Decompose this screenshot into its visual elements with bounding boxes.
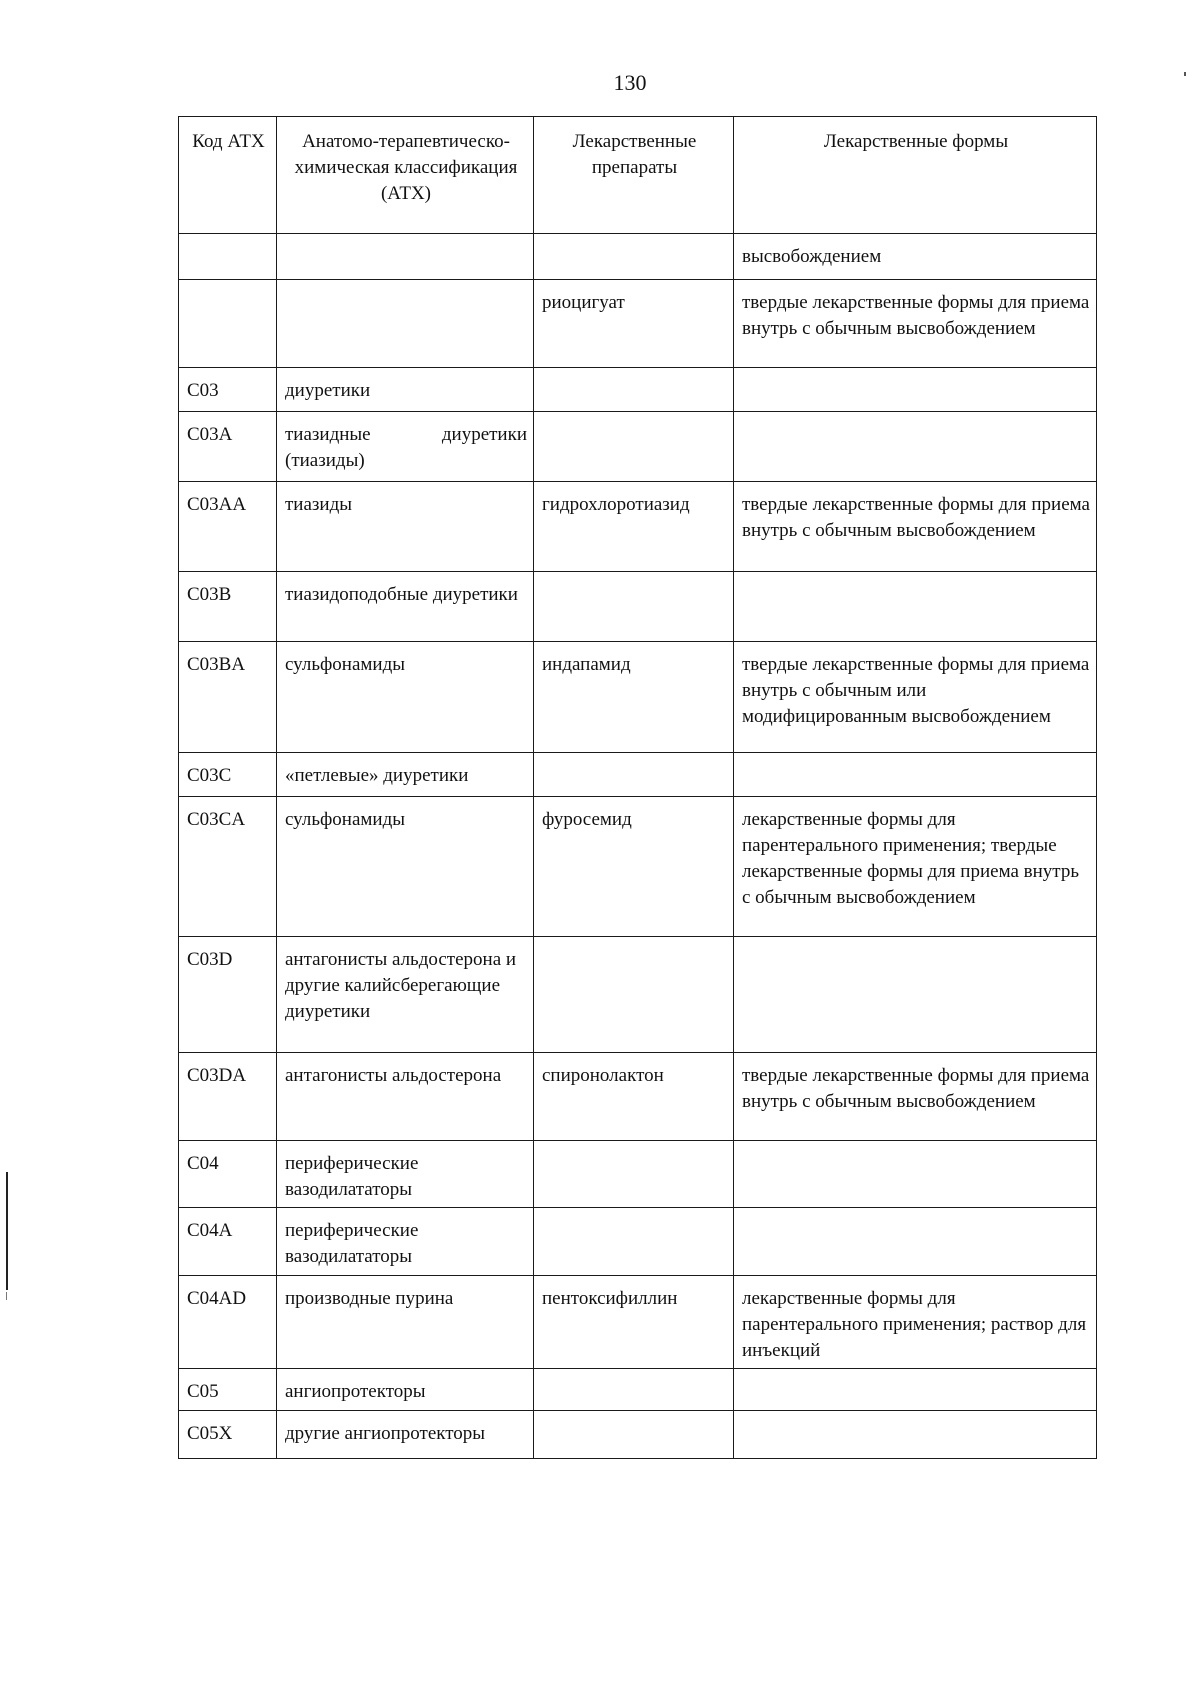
cell-drug: спиронолактон	[534, 1053, 734, 1141]
cell-drug	[534, 1208, 734, 1276]
cell-code: C03D	[179, 937, 277, 1053]
cell-form: твердые лекарственные формы для приема внутрь с обычным или модифицированным высвобождением	[734, 642, 1097, 753]
cell-code: C03	[179, 368, 277, 412]
cell-drug: риоцигуат	[534, 280, 734, 368]
cell-drug	[534, 753, 734, 797]
cell-code: C05	[179, 1369, 277, 1411]
cell-class: периферические вазодилататоры	[277, 1141, 534, 1208]
cell-drug	[534, 572, 734, 642]
cell-form	[734, 937, 1097, 1053]
cell-code: C04	[179, 1141, 277, 1208]
cell-drug	[534, 1411, 734, 1459]
cell-drug: пентоксифиллин	[534, 1276, 734, 1369]
atx-table	[178, 116, 1097, 1459]
table-row	[179, 797, 1097, 937]
cell-drug	[534, 412, 734, 482]
table-row	[179, 1053, 1097, 1141]
scan-margin-dot	[6, 1292, 7, 1300]
cell-form	[734, 753, 1097, 797]
cell-form: твердые лекарственные формы для приема внутрь с обычным высвобождением	[734, 482, 1097, 572]
cell-class: сульфонамиды	[277, 797, 534, 937]
cell-code: C03DA	[179, 1053, 277, 1141]
cell-class: другие ангиопротекторы	[277, 1411, 534, 1459]
cell-form: лекарственные формы для парентерального применения; твердые лекарственные формы для приема внутрь с обычным высвобождением	[734, 797, 1097, 937]
header-drugs: Лекарственные препараты	[534, 117, 734, 234]
cell-class: антагонисты альдостерона	[277, 1053, 534, 1141]
table-row	[179, 937, 1097, 1053]
cell-drug	[534, 234, 734, 280]
table-row	[179, 1141, 1097, 1208]
cell-code: C04A	[179, 1208, 277, 1276]
cell-drug	[534, 1369, 734, 1411]
cell-form: лекарственные формы для парентерального применения; раствор для инъекций	[734, 1276, 1097, 1369]
table-row	[179, 368, 1097, 412]
cell-class: диуретики	[277, 368, 534, 412]
scan-margin-line	[6, 1172, 8, 1290]
cell-class: тиазиды	[277, 482, 534, 572]
cell-code	[179, 234, 277, 280]
table-row	[179, 482, 1097, 572]
cell-code: C03BA	[179, 642, 277, 753]
header-code: Код АТХ	[179, 117, 277, 234]
cell-code: C03A	[179, 412, 277, 482]
cell-class: тиазидоподобные диуретики	[277, 572, 534, 642]
table-row	[179, 572, 1097, 642]
cell-class: «петлевые» диуретики	[277, 753, 534, 797]
cell-code: C04AD	[179, 1276, 277, 1369]
cell-class: сульфонамиды	[277, 642, 534, 753]
cell-form	[734, 1208, 1097, 1276]
cell-drug	[534, 368, 734, 412]
header-forms: Лекарственные формы	[734, 117, 1097, 234]
table-body	[179, 234, 1097, 1459]
cell-code: C05X	[179, 1411, 277, 1459]
table-row	[179, 280, 1097, 368]
cell-form: твердые лекарственные формы для приема внутрь с обычным высвобождением	[734, 280, 1097, 368]
cell-form	[734, 1141, 1097, 1208]
cell-drug	[534, 1141, 734, 1208]
table-row	[179, 1208, 1097, 1276]
table-row	[179, 1411, 1097, 1459]
cell-code: C03C	[179, 753, 277, 797]
cell-class	[277, 280, 534, 368]
cell-form	[734, 368, 1097, 412]
cell-class	[277, 234, 534, 280]
cell-form: высвобождением	[734, 234, 1097, 280]
cell-form	[734, 572, 1097, 642]
cell-drug: фуросемид	[534, 797, 734, 937]
page-number: 130	[613, 70, 647, 95]
cell-class: периферические вазодилататоры	[277, 1208, 534, 1276]
cell-code: C03CA	[179, 797, 277, 937]
cell-code	[179, 280, 277, 368]
cell-form	[734, 412, 1097, 482]
cell-code: C03AA	[179, 482, 277, 572]
scan-mark	[1184, 72, 1186, 76]
cell-class: тиазидные диуретики (тиазиды)	[277, 412, 534, 482]
cell-form	[734, 1411, 1097, 1459]
header-classification: Анатомо-терапевтическо-химическая классификация (АТХ)	[277, 117, 534, 234]
table-row	[179, 642, 1097, 753]
cell-drug: индапамид	[534, 642, 734, 753]
cell-drug	[534, 937, 734, 1053]
table-row	[179, 753, 1097, 797]
cell-class: антагонисты альдостерона и другие калийсберегающие диуретики	[277, 937, 534, 1053]
table-row	[179, 1369, 1097, 1411]
cell-form	[734, 1369, 1097, 1411]
cell-form: твердые лекарственные формы для приема внутрь с обычным высвобождением	[734, 1053, 1097, 1141]
cell-class: ангиопротекторы	[277, 1369, 534, 1411]
cell-code: C03B	[179, 572, 277, 642]
cell-class: производные пурина	[277, 1276, 534, 1369]
table-row	[179, 1276, 1097, 1369]
table-row	[179, 234, 1097, 280]
cell-drug: гидрохлоротиазид	[534, 482, 734, 572]
header-row	[179, 117, 1097, 234]
table-row	[179, 412, 1097, 482]
